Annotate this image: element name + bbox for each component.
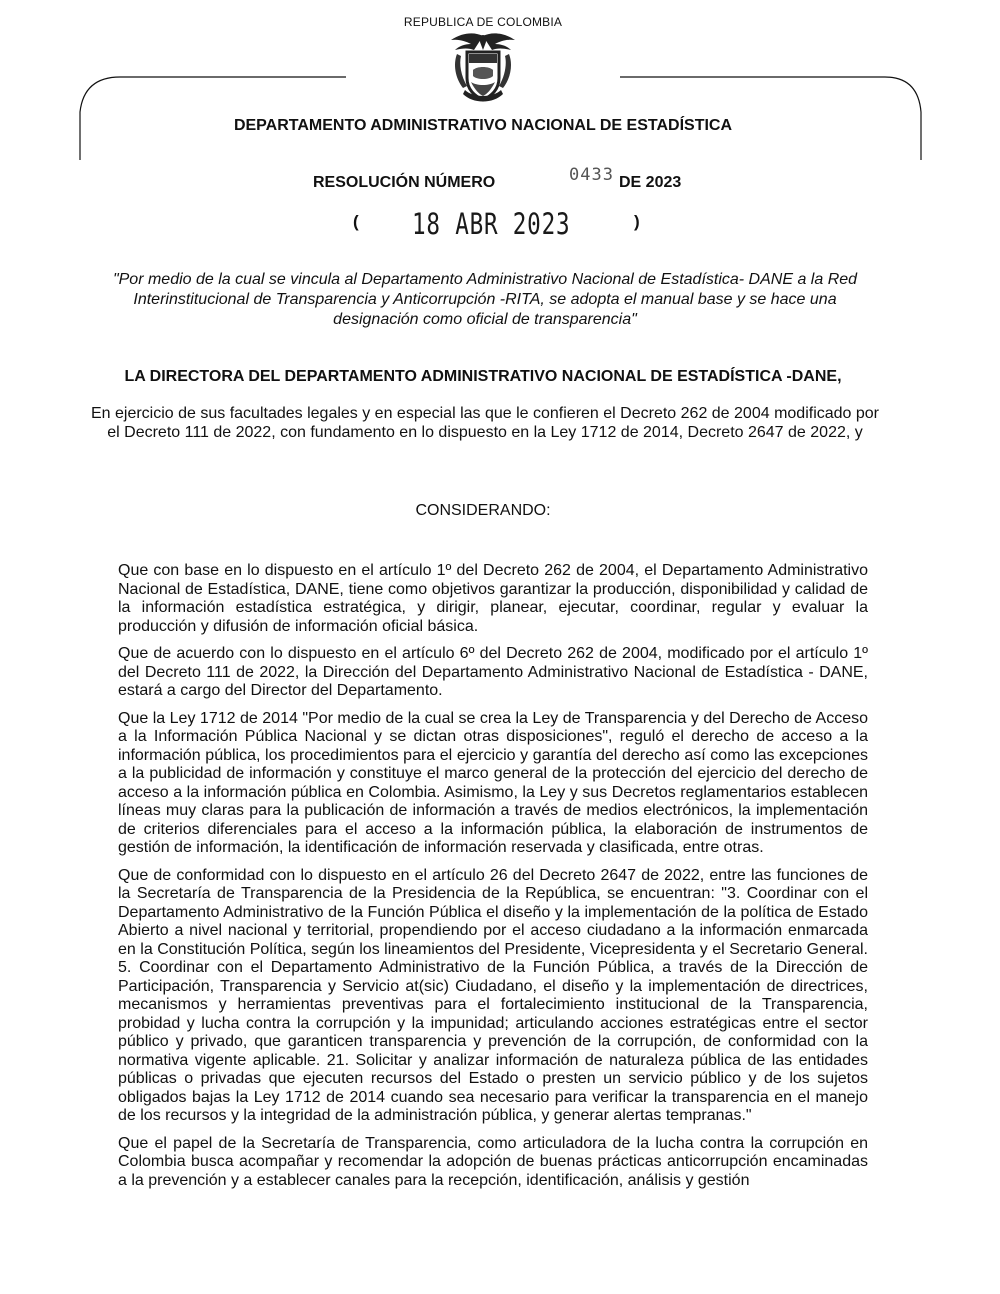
resolution-date-stamp: 18 ABR 2023 — [412, 207, 571, 241]
paragraph-2: Que de acuerdo con lo dispuesto en el artículo 6º del Decreto 262 de 2004, modificado por el artículo 1º del Decreto 111 de 2022, la Dirección del Departamento Administrativo Nacional de Estadística - DANE, estará a cargo del Director del Departamento. — [118, 645, 868, 699]
authority-paragraph: En ejercicio de sus facultades legales y en especial las que le confieren el Decreto 262 de 2004 modificado por el Decreto 111 de 2022, con fundamento en lo dispuesto en la Ley 1712 de 2014, Decreto 2647 de 2022, y — [90, 405, 880, 441]
resolution-subject: "Por medio de la cual se vincula al Departamento Administrativo Nacional de Estadística- DANE a la Red Interinstitucional de Transparencia y Anticorrupción -RITA, se adopta el manual base y se hace una designación como oficial de transparencia" — [112, 271, 858, 328]
considerations-body — [118, 562, 868, 1199]
document-frame — [0, 0, 1000, 160]
resolution-number: 0433 — [569, 165, 614, 185]
paragraph-4: Que de conformidad con lo dispuesto en el artículo 26 del Decreto 2647 de 2022, entre las funciones de la Secretaría de Transparencia de la Presidencia de la República, se encuentran: "3. Coordinar con el Departamento Administrativo de la Función Pública el diseño y la implementación de la política de Estado Abierto a nivel nacional y territorial, propendiendo por el acceso ciudadano a la información enmarcada en la Constitución Política, según los lineamientos del Presidente, Vicepresidenta y el Secretario General. 5. Coordinar con el Departamento Administrativo de la Función Pública, a través de la Dirección de Participación, Transparencia y Servicio at(sic) Ciudadano, el diseño y la implementación de directrices, mecanismos y herramientas preventivas para el fortalecimiento institucional de la Transparencia, probidad y lucha contra la corrupción y la impunidad; articulando acciones estratégicas entre el sector público y privado, que garanticen transparencia y prevención de la corrupción, de conformidad con la normativa vigente aplicable. 21. Solicitar y analizar información de naturaleza pública de las entidades públicas o privadas que ejecuten recursos del Estado o presten un servicio público y de los sujetos obligados bajas la Ley 1712 de 2014 cuando sea necesario para verificar la transparencia en el manejo de los recursos y la integridad de la administración pública, y generar alertas tempranas." — [118, 866, 868, 1124]
paragraph-1: Que con base en lo dispuesto en el artículo 1º del Decreto 262 de 2004, el Departamento Administrativo Nacional de Estadística, DANE, tiene como objetivos garantizar la producción, disponibilidad y calidad de la información estadística estratégica, y dirigir, planear, ejecutar, coordinar, regular y evaluar la producción y difusión de información oficial básica. — [118, 562, 868, 635]
paragraph-5: Que el papel de la Secretaría de Transparencia, como articuladora de la lucha contra la corrupción en Colombia busca acompañar y recomendar la adopción de buenas prácticas anticorrupción encaminadas a la prevención y a establecer canales para la recepción, identificación, análisis y gestión — [118, 1134, 868, 1189]
resolution-year: DE 2023 — [619, 174, 682, 191]
resolution-line — [0, 165, 966, 195]
resolution-label: RESOLUCIÓN NÚMERO — [313, 174, 496, 191]
date-open-paren: ( — [353, 212, 359, 231]
signer-heading: LA DIRECTORA DEL DEPARTAMENTO ADMINISTRATIVO NACIONAL DE ESTADÍSTICA -DANE, — [124, 368, 842, 385]
considerando-heading: CONSIDERANDO: — [415, 502, 551, 519]
country-name: REPUBLICA DE COLOMBIA — [403, 15, 563, 29]
date-close-paren: ) — [634, 212, 640, 231]
entity-heading: DEPARTAMENTO ADMINISTRATIVO NACIONAL DE ESTADÍSTICA — [233, 117, 733, 134]
paragraph-3: Que la Ley 1712 de 2014 "Por medio de la cual se crea la Ley de Transparencia y del Derecho de Acceso a la Información Pública Nacional y se dictan otras disposiciones", reguló el derecho de acceso a la información pública, los procedimientos para el ejercicio y garantía del derecho así como las excepciones a la publicidad de información y constituye el marco general de la protección del ejercicio del derecho de acceso a la información pública en Colombia. Asimismo, la Ley y sus Decretos reglamentarios establecen líneas muy claras para la publicación de información a través de medios electrónicos, la implementación de criterios diferenciales para el acceso a la información pública, la elaboración de instrumentos de gestión de información, la identificación de información reservada y clasificada, entre otras. — [118, 709, 868, 856]
